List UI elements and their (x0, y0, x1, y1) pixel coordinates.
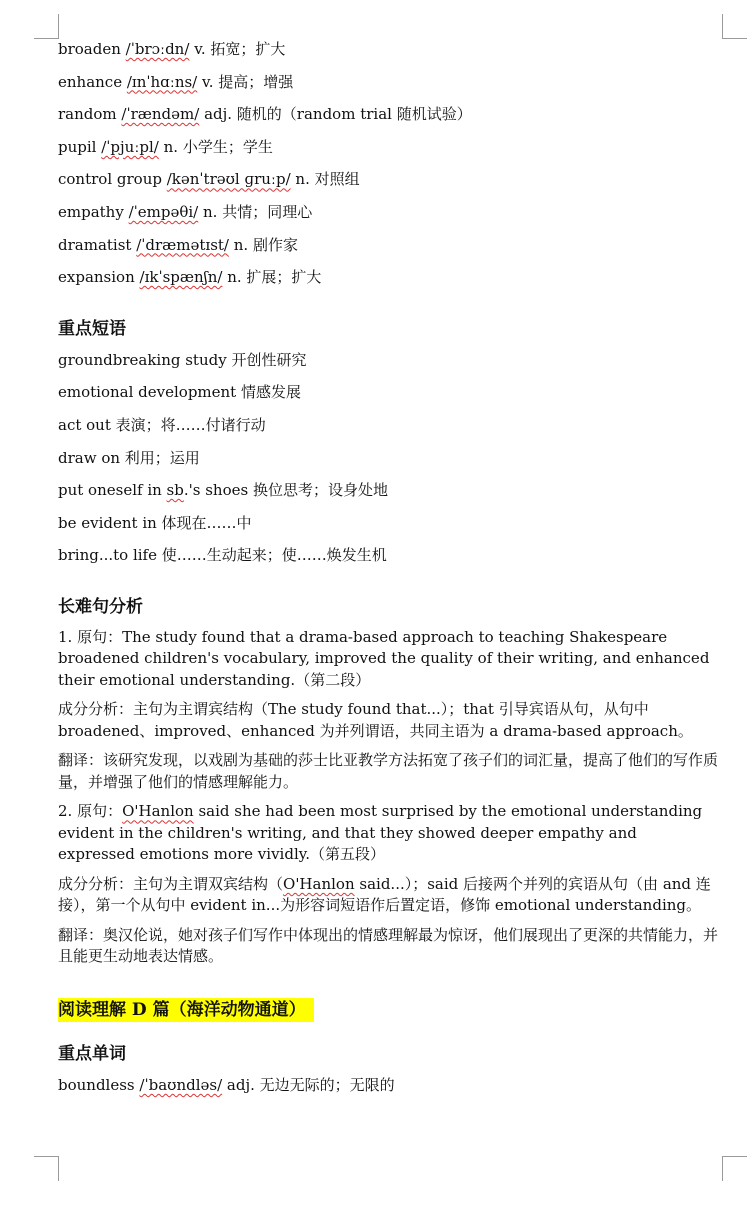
section-d-title: 阅读理解 D 篇（海洋动物通道） (58, 998, 718, 1022)
sentence-2-translation: 翻译：奥汉伦说，她对孩子们写作中体现出的情感理解最为惊讶，他们展现出了更深的共情能力，并且能更生动地表达情感。 (58, 925, 719, 966)
corner-mark-bottom-right (722, 1156, 747, 1181)
vocab-word: expansion (58, 268, 135, 287)
vocab-entry (58, 38, 718, 60)
phrase-entry: bring...to life 使……生动起来；使……焕发生机 (58, 546, 387, 565)
analysis-heading: 长难句分析 (58, 596, 143, 617)
vocab-entry (58, 234, 718, 256)
vocab-meaning: n. 共情；同理心 (203, 202, 313, 221)
vocab-meaning: adj. 随机的（random trial 随机试验） (204, 105, 472, 124)
vocab-entry (58, 103, 718, 125)
vocab-word: enhance (58, 72, 123, 91)
vocab-entry (58, 1074, 718, 1096)
vocab-entry (58, 266, 718, 288)
vocab-phonetic: /ˈbaʊndləs/ (139, 1075, 223, 1094)
vocab-entry (58, 201, 718, 223)
vocab-word: pupil (58, 137, 97, 156)
vocab-phonetic: /ˈbrɔːdn/ (125, 40, 190, 58)
vocab-meaning: n. 小学生；学生 (163, 137, 273, 156)
phrase-entry: put oneself in sb.'s shoes 换位思考；设身处地 (58, 481, 388, 500)
phrase-entry: draw on 利用；运用 (58, 448, 200, 467)
vocab-meaning: adj. 无边无际的；无限的 (226, 1075, 395, 1094)
corner-mark-top-right (722, 14, 747, 39)
sentence-1-translation: 翻译：该研究发现，以戏剧为基础的莎士比亚教学方法拓宽了孩子们的词汇量，提高了他们的写作质量，并增强了他们的情感理解能力。 (58, 751, 719, 791)
vocab-word: empathy (58, 202, 124, 221)
vocab-phonetic: /ˈdræmətɪst/ (136, 235, 229, 254)
vocab-meaning: v. 拓宽；扩大 (194, 40, 286, 58)
sentence-1-analysis: 成分分析：主句为主谓宾结构（The study found that...）；that 引导宾语从句，从句中 broadened、improved、enhanced 为并列谓语，共同主语为 a drama-based approach。 (58, 700, 693, 740)
sentence-1-original: 1. 原句：The study found that a drama-based approach to teaching Shakespeare broadened children's vocabulary, improved the quality of their writing, and enhanced their emotional understanding.（第二段） (58, 627, 710, 689)
vocab-phonetic: /ˈpjuːpl/ (101, 137, 159, 156)
vocab-meaning: v. 提高；增强 (202, 72, 294, 91)
phrase-entry: emotional development 情感发展 (58, 383, 301, 402)
phrase-entry: be evident in 体现在……中 (58, 513, 252, 532)
document-content (58, 38, 718, 1107)
vocab-entry (58, 71, 718, 93)
vocab-phonetic: /ˈempəθi/ (128, 202, 199, 221)
vocab-phonetic: /ˈrændəm/ (121, 105, 200, 124)
phrases-heading: 重点短语 (58, 318, 126, 339)
vocab-entry (58, 168, 718, 190)
vocab-meaning: n. 对照组 (295, 170, 360, 189)
vocab-word: boundless (58, 1075, 135, 1094)
phrase-entry: act out 表演；将……付诸行动 (58, 415, 266, 434)
vocab-phonetic: /ɪnˈhɑːns/ (126, 72, 198, 91)
vocab-entry (58, 136, 718, 158)
vocab-meaning: n. 扩展；扩大 (227, 268, 322, 287)
sentence-2-original: 2. 原句：O'Hanlon said she had been most surprised by the emotional understanding evident in the children's writing, and that they showed deeper empathy and expressed emotions more vividly.（第五段） (58, 802, 703, 864)
corner-mark-bottom-left (34, 1156, 59, 1181)
vocab-phonetic: /ɪkˈspænʃn/ (139, 268, 223, 287)
vocab-word: broaden (58, 40, 121, 58)
corner-mark-top-left (34, 14, 59, 39)
sentence-2-analysis: 成分分析：主句为主谓双宾结构（O'Hanlon said...）；said 后接两个并列的宾语从句（由 and 连接），第一个从句中 evident in...为形容词短语作后置定语，修饰 emotional understanding。 (58, 874, 711, 915)
words-heading: 重点单词 (58, 1043, 126, 1064)
vocab-word: random (58, 105, 117, 124)
phrase-entry: groundbreaking study 开创性研究 (58, 350, 307, 369)
vocab-meaning: n. 剧作家 (233, 235, 298, 254)
vocab-word: dramatist (58, 235, 132, 254)
vocab-word: control group (58, 170, 162, 189)
vocab-phonetic: /kənˈtrəʊl ɡruːp/ (166, 170, 291, 189)
